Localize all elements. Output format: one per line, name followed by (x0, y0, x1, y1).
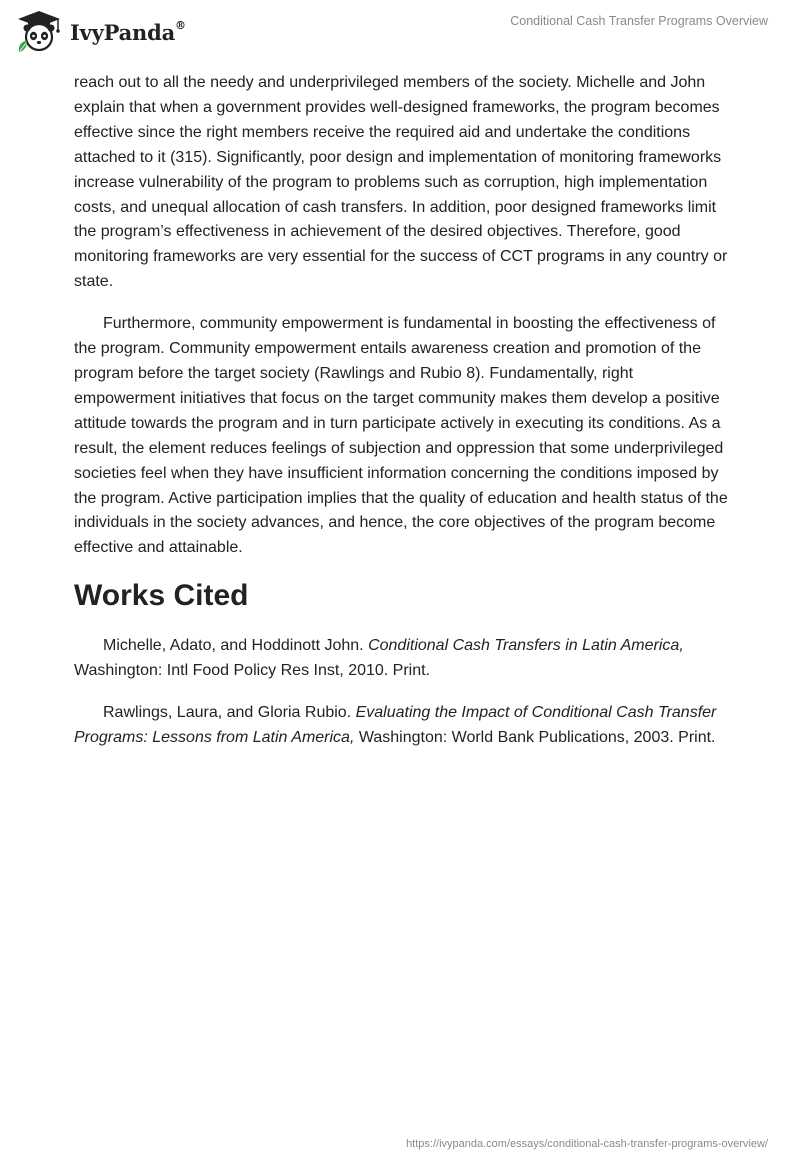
registered-mark: ® (175, 18, 186, 32)
citation-publication: Washington: World Bank Publications, 2003. Print. (354, 728, 716, 746)
citation-authors: Michelle, Adato, and Hoddinott John. (103, 637, 369, 655)
citation-authors: Rawlings, Laura, and Gloria Rubio. (103, 704, 356, 722)
ivypanda-logo[interactable] (14, 8, 186, 54)
works-cited-heading: Works Cited (74, 579, 249, 613)
body-paragraph: Furthermore, community empowerment is fundamental in boosting the effectiveness of the program. Community empowerment entails awareness creation and promotion of the program before the target society (Rawlings and Rubio 8). Fundamentally, right empowerment initiatives that focus on the target community makes them develop a positive attitude towards the program and in turn participate actively in executing its conditions. As a result, the element reduces feelings of subjection and oppression that some underprivileged societies feel when they have insufficient information concerning the conditions imposed by the program. Active participation implies that the quality of education and health status of the individuals in the society advances, and hence, the core objectives of the program become effective and attainable. (74, 315, 728, 557)
logo-text: IvyPanda® (70, 18, 186, 45)
citation-title: Conditional Cash Transfers in Latin America, (368, 637, 684, 655)
citation-publication: Washington: Intl Food Policy Res Inst, 2010. Print. (74, 662, 431, 680)
panda-graduate-icon (14, 8, 64, 54)
citation-title: Evaluating the Impact of Conditional Cash Transfer Programs: Lessons from Latin America, (74, 704, 717, 746)
document-title: Conditional Cash Transfer Programs Overview (510, 14, 768, 28)
page-header (0, 0, 800, 62)
body-paragraph: reach out to all the needy and underprivileged members of the society. Michelle and John explain that when a government provides well-designed frameworks, the program becomes effective since the right members receive the required aid and undertake the conditions attached to it (315). Significantly, poor design and implementation of monitoring frameworks increase vulnerability of the program to problems such as corruption, high implementation costs, and unequal allocation of cash transfers. In addition, poor designed frameworks limit the program’s effectiveness in achievement of the desired objectives. Therefore, good monitoring frameworks are very essential for the success of CCT programs in any country or state. (74, 74, 728, 291)
source-url-link[interactable]: https://ivypanda.com/essays/conditional-cash-transfer-programs-overview/ (406, 1138, 768, 1150)
citation-entry (74, 634, 734, 684)
citation-entry (74, 701, 734, 751)
essay-content (74, 71, 734, 768)
